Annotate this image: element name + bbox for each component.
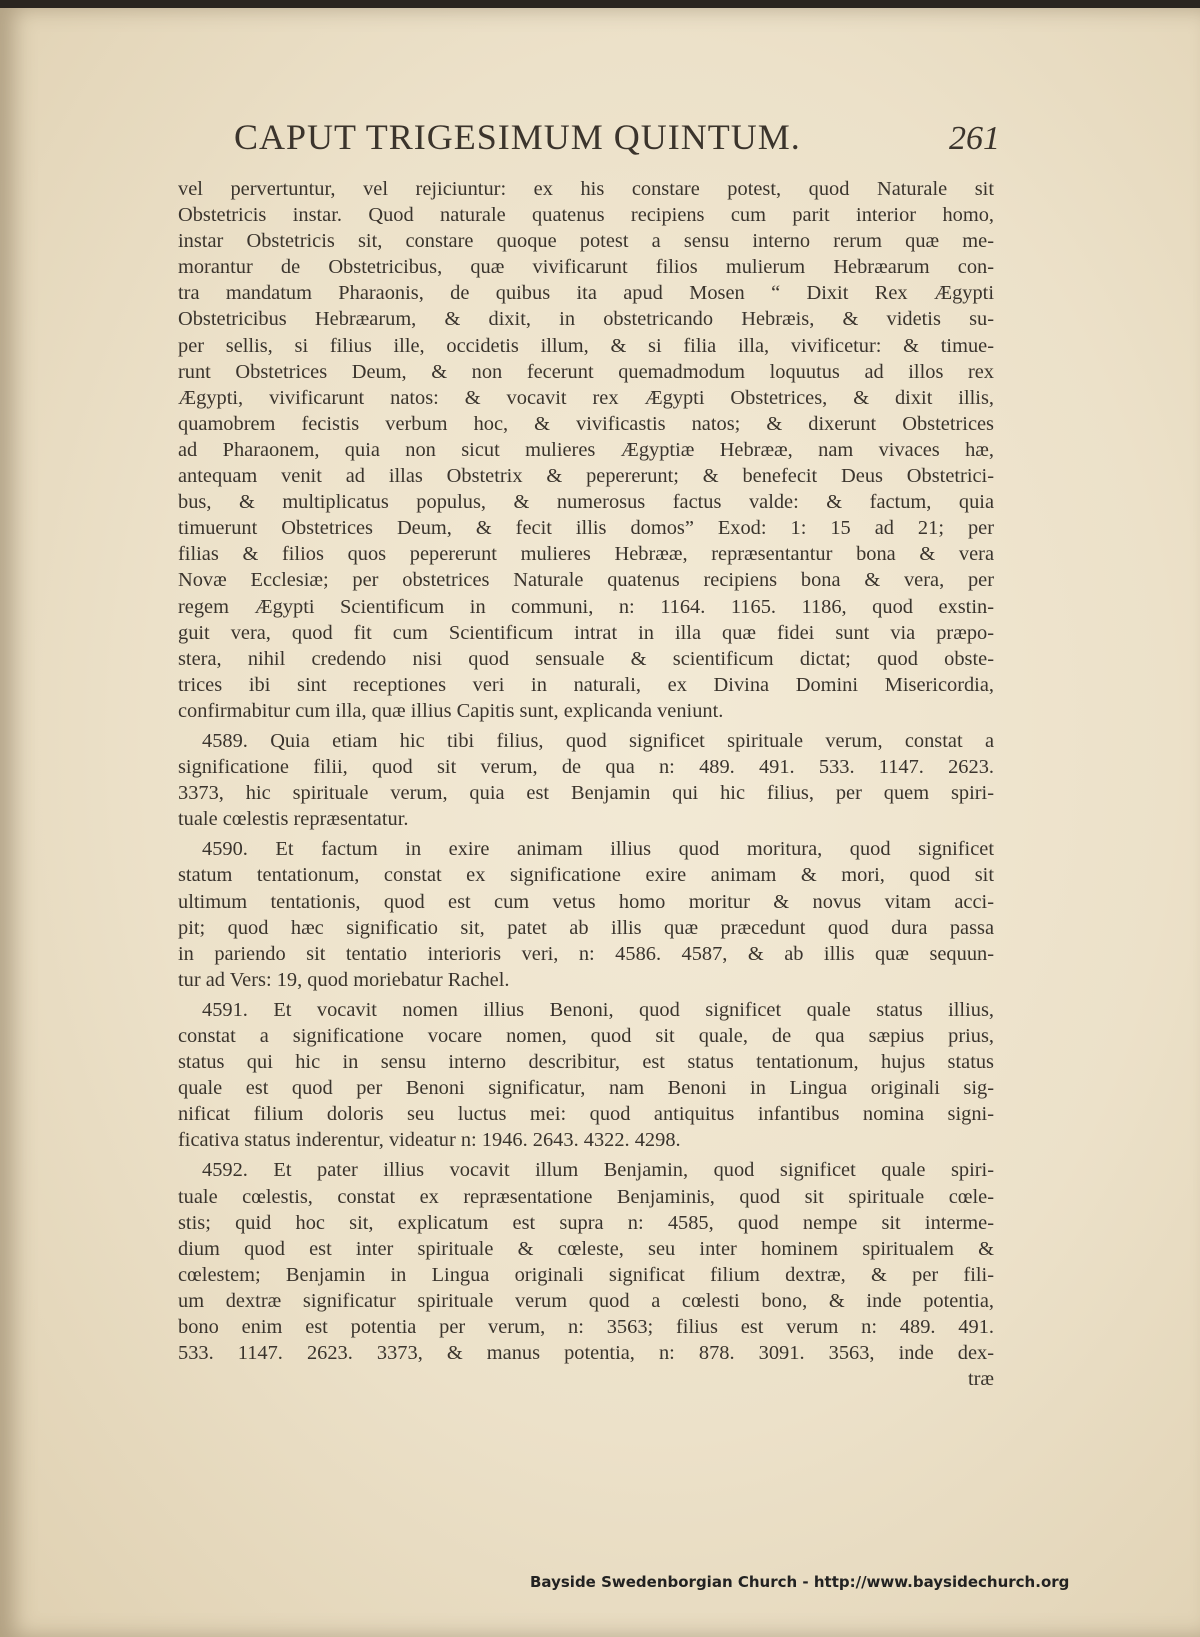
text-line: tra mandatum Pharaonis, de quibus ita apud Mosen “ Dixit Rex Ægypti: [178, 282, 994, 305]
running-title: CAPUT TRIGESIMUM QUINTUM.: [234, 117, 801, 157]
text-line: tuale cœlestis, constat ex repræsentatione Benjaminis, quod sit spirituale cœle-: [178, 1185, 994, 1208]
text-line: tur ad Vers: 19, quod moriebatur Rachel.: [178, 968, 510, 991]
text-line: Obstetricibus Hebræarum, & dixit, in obstetricando Hebræis, & videtis su-: [178, 308, 994, 331]
text-line: stis; quid hoc sit, explicatum est supra n: 4585, quod nempe sit interme-: [178, 1211, 994, 1234]
text-line: trices ibi sint receptiones veri in naturali, ex Divina Domini Misericordia,: [178, 673, 994, 696]
text-line: um dextræ significatur spirituale verum quod a cœlesti bono, & inde potentia,: [178, 1289, 994, 1312]
text-line: significatione filii, quod sit verum, de qua n: 489. 491. 533. 1147. 2623.: [178, 756, 994, 779]
text-line: statum tentationum, constat ex significatione exire animam & mori, quod sit: [178, 864, 994, 887]
text-line: timuerunt Obstetrices Deum, & fecit illis domos” Exod: 1: 15 ad 21; per: [178, 517, 994, 540]
text-line: ad Pharaonem, quia non sicut mulieres Ægyptiæ Hebrææ, nam vivaces hæ,: [178, 438, 994, 461]
text-line: guit vera, quod fit cum Scientificum intrat in illa quæ fidei sunt via præpo-: [178, 621, 994, 644]
text-line: pit; quod hæc significatio sit, patet ab illis quæ præcedunt quod dura passa: [178, 916, 994, 939]
text-line: stera, nihil credendo nisi quod sensuale & scientificum dictat; quod obste-: [178, 647, 994, 670]
page-header: [234, 116, 1000, 158]
text-line: quale est quod per Benoni significatur, nam Benoni in Lingua originali sig-: [178, 1077, 994, 1100]
text-line: Novæ Ecclesiæ; per obstetrices Naturale quatenus recipiens bona & vera, per: [178, 569, 994, 592]
text-line: Ægypti, vivificarunt natos: & vocavit rex Ægypti Obstetrices, & dixit illis,: [178, 386, 994, 409]
text-line: quamobrem fecistis verbum hoc, & vivificastis natos; & dixerunt Obstetrices: [178, 412, 994, 435]
page-number: 261: [949, 120, 1000, 157]
paragraph-4591-start: 4591. Et vocavit nomen illius Benoni, quod significet quale status illius,: [202, 998, 994, 1021]
book-page: [0, 8, 1200, 1637]
text-line: vel pervertuntur, vel rejiciuntur: ex his constare potest, quod Naturale sit: [178, 178, 994, 200]
text-line: antequam venit ad illas Obstetrix & pepererunt; & benefecit Deus Obstetrici-: [178, 465, 994, 488]
text-line: 533. 1147. 2623. 3373, & manus potentia, n: 878. 3091. 3563, inde dex-: [178, 1342, 994, 1365]
text-line: nificat filium doloris seu luctus mei: quod antiquitus infantibus nomina signi-: [178, 1103, 994, 1126]
text-line: filias & filios quos pepererunt mulieres Hebrææ, repræsentantur bona & vera: [178, 543, 994, 566]
paragraph-4589-start: 4589. Quia etiam hic tibi filius, quod significet spirituale verum, constat a: [202, 729, 994, 752]
text-line: confirmabitur cum illa, quæ illius Capitis sunt, explicanda veniunt.: [178, 699, 724, 722]
text-line: runt Obstetrices Deum, & non fecerunt quemadmodum loquutus ad illos rex: [178, 360, 994, 383]
text-line: cœlestem; Benjamin in Lingua originali significat filium dextræ, & per fili-: [178, 1263, 994, 1286]
text-line: regem Ægypti Scientificum in communi, n: 1164. 1165. 1186, quod exstin-: [178, 595, 994, 618]
text-line: constat a significatione vocare nomen, quod sit quale, de qua sæpius prius,: [178, 1025, 994, 1047]
text-line: morantur de Obstetricibus, quæ vivificarunt filios mulierum Hebræarum con-: [178, 256, 994, 279]
text-line: 3373, hic spirituale verum, quia est Benjamin qui hic filius, per quem spiri-: [178, 782, 994, 805]
text-line: dium quod est inter spirituale & cœleste, seu inter hominem spiritualem &: [178, 1237, 994, 1260]
text-line: per sellis, si filius ille, occidetis illum, & si filia illa, vivificetur: & timue-: [178, 334, 994, 357]
catchword: træ: [967, 1368, 994, 1391]
paragraph-4592-start: 4592. Et pater illius vocavit illum Benjamin, quod significet quale spiri-: [202, 1159, 994, 1182]
paragraph-4590-start: 4590. Et factum in exire animam illius quod moritura, quod significet: [202, 838, 994, 861]
body-text: [178, 176, 994, 1392]
text-line: status qui hic in sensu interno describitur, est status tentationum, hujus status: [178, 1051, 994, 1074]
footer-credit: Bayside Swedenborgian Church - http://www.baysidechurch.org: [530, 1573, 1070, 1591]
text-line: in pariendo sit tentatio interioris veri, n: 4586. 4587, & ab illis quæ sequun-: [178, 942, 994, 965]
text-line: bus, & multiplicatus populus, & numerosus factus valde: & factum, quia: [178, 491, 994, 514]
text-line: tuale cœlestis repræsentatur.: [178, 808, 409, 831]
text-line: bono enim est potentia per verum, n: 3563; filius est verum n: 489. 491.: [178, 1316, 994, 1339]
text-line: Obstetricis instar. Quod naturale quatenus recipiens cum parit interior homo,: [178, 204, 994, 227]
text-line: instar Obstetricis sit, constare quoque potest a sensu interno rerum quæ me-: [178, 230, 994, 253]
text-line: ultimum tentationis, quod est cum vetus homo moritur & novus vitam acci-: [178, 890, 994, 913]
text-line: ficativa status inderentur, videatur n: 1946. 2643. 4322. 4298.: [178, 1129, 681, 1152]
